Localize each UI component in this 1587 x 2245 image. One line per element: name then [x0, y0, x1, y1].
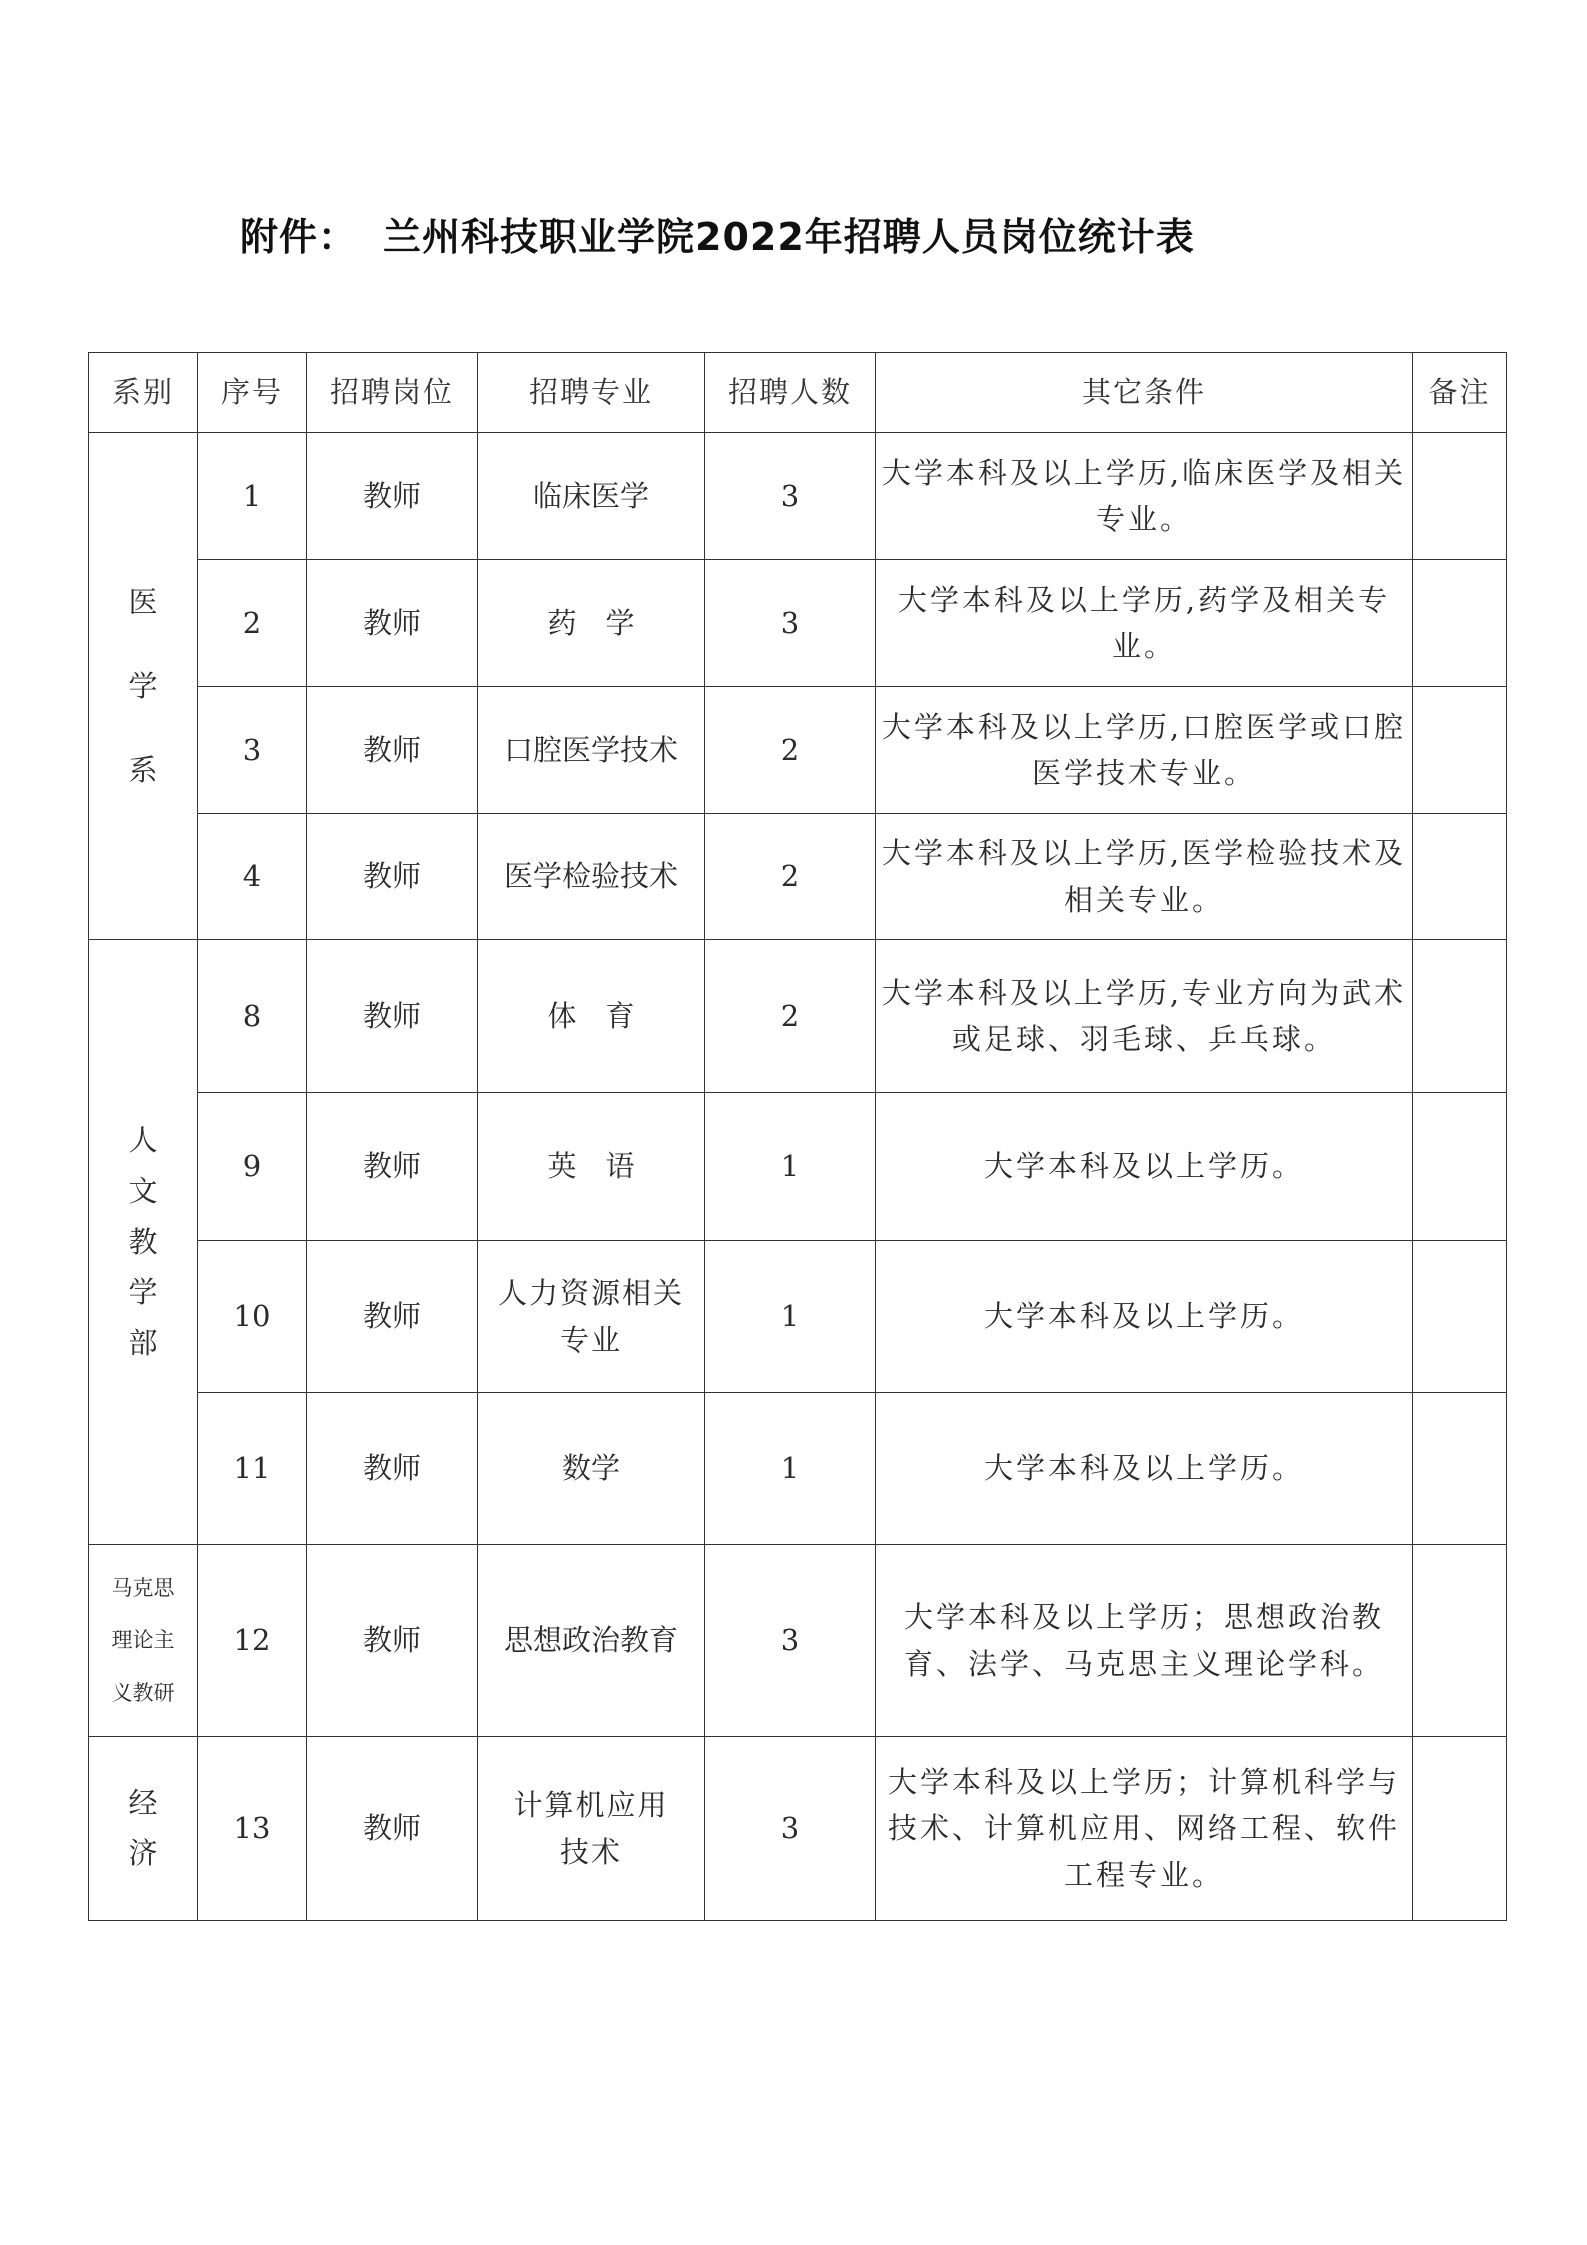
header-post: 招聘岗位: [307, 353, 478, 433]
dept-cell: [89, 1545, 198, 1737]
cell-conditions: 大学本科及以上学历,医学检验技术及相关专业。: [876, 814, 1413, 940]
cell-note: [1413, 1393, 1507, 1545]
table-row: [89, 1093, 1507, 1241]
cell-post: 教师: [307, 1545, 478, 1737]
cell-note: [1413, 1241, 1507, 1393]
cell-count: 1: [705, 1093, 876, 1241]
cell-no: 8: [198, 940, 307, 1093]
dept-name: 人文教学部: [128, 1123, 158, 1361]
cell-no: 1: [198, 433, 307, 560]
cell-post: 教师: [307, 814, 478, 940]
header-notes: 备注: [1413, 353, 1507, 433]
cell-count: 3: [705, 1545, 876, 1737]
header-major: 招聘专业: [478, 353, 705, 433]
cell-count: 2: [705, 687, 876, 814]
cell-no: 12: [198, 1545, 307, 1737]
cell-no: 13: [198, 1737, 307, 1921]
cell-post: 教师: [307, 1241, 478, 1393]
page-title: [240, 206, 1340, 261]
cell-conditions: 大学本科及以上学历。: [876, 1393, 1413, 1545]
cell-count: 1: [705, 1393, 876, 1545]
cell-post: 教师: [307, 1093, 478, 1241]
cell-post: 教师: [307, 433, 478, 560]
table-row: [89, 433, 1507, 560]
cell-major: 数学: [478, 1393, 705, 1545]
cell-post: 教师: [307, 560, 478, 687]
cell-count: 1: [705, 1241, 876, 1393]
cell-note: [1413, 1737, 1507, 1921]
cell-major: 思想政治教育: [478, 1545, 705, 1737]
dept-name: 马克思理论主义教研: [111, 1575, 175, 1705]
cell-count: 2: [705, 814, 876, 940]
header-no: 序号: [198, 353, 307, 433]
table-header-row: [89, 353, 1507, 433]
cell-conditions: 大学本科及以上学历,专业方向为武术或足球、羽毛球、乒乓球。: [876, 940, 1413, 1093]
cell-conditions: 大学本科及以上学历；计算机科学与技术、计算机应用、网络工程、软件工程专业。: [876, 1737, 1413, 1921]
cell-post: 教师: [307, 1737, 478, 1921]
cell-conditions: 大学本科及以上学历,药学及相关专业。: [876, 560, 1413, 687]
cell-no: 9: [198, 1093, 307, 1241]
cell-major: 药 学: [478, 560, 705, 687]
header-dept: 系别: [89, 353, 198, 433]
cell-count: 3: [705, 560, 876, 687]
cell-post: 教师: [307, 1393, 478, 1545]
dept-name: 经济: [128, 1786, 158, 1870]
cell-note: [1413, 940, 1507, 1093]
cell-major: 英 语: [478, 1093, 705, 1241]
table-row: [89, 1737, 1507, 1921]
cell-count: 3: [705, 1737, 876, 1921]
cell-note: [1413, 560, 1507, 687]
cell-major: 临床医学: [478, 433, 705, 560]
table-row: [89, 1393, 1507, 1545]
cell-conditions: 大学本科及以上学历,临床医学及相关专业。: [876, 433, 1413, 560]
cell-note: [1413, 1545, 1507, 1737]
cell-major: 医学检验技术: [478, 814, 705, 940]
cell-post: 教师: [307, 687, 478, 814]
title-main: 兰州科技职业学院2022年招聘人员岗位统计表: [383, 215, 1195, 259]
dept-cell: [89, 433, 198, 940]
table-row: [89, 814, 1507, 940]
cell-conditions: 大学本科及以上学历；思想政治教育、法学、马克思主义理论学科。: [876, 1545, 1413, 1737]
cell-note: [1413, 1093, 1507, 1241]
cell-count: 2: [705, 940, 876, 1093]
header-count: 招聘人数: [705, 353, 876, 433]
cell-major: 体 育: [478, 940, 705, 1093]
cell-post: 教师: [307, 940, 478, 1093]
table-row: [89, 560, 1507, 687]
cell-no: 10: [198, 1241, 307, 1393]
cell-major: 计算机应用技术: [478, 1737, 705, 1921]
cell-note: [1413, 433, 1507, 560]
table-row: [89, 940, 1507, 1093]
cell-no: 2: [198, 560, 307, 687]
cell-note: [1413, 814, 1507, 940]
table-row: [89, 1545, 1507, 1737]
cell-conditions: 大学本科及以上学历。: [876, 1241, 1413, 1393]
cell-no: 4: [198, 814, 307, 940]
table-row: [89, 1241, 1507, 1393]
cell-note: [1413, 687, 1507, 814]
header-conditions: 其它条件: [876, 353, 1413, 433]
cell-count: 3: [705, 433, 876, 560]
dept-name: 医学系: [128, 584, 158, 788]
cell-conditions: 大学本科及以上学历。: [876, 1093, 1413, 1241]
recruitment-table: [88, 352, 1507, 1921]
cell-conditions: 大学本科及以上学历,口腔医学或口腔医学技术专业。: [876, 687, 1413, 814]
dept-cell: [89, 1737, 198, 1921]
cell-no: 3: [198, 687, 307, 814]
title-prefix: 附件：: [240, 215, 358, 259]
cell-no: 11: [198, 1393, 307, 1545]
table-row: [89, 687, 1507, 814]
dept-cell: [89, 940, 198, 1545]
cell-major: 口腔医学技术: [478, 687, 705, 814]
cell-major: 人力资源相关专业: [478, 1241, 705, 1393]
